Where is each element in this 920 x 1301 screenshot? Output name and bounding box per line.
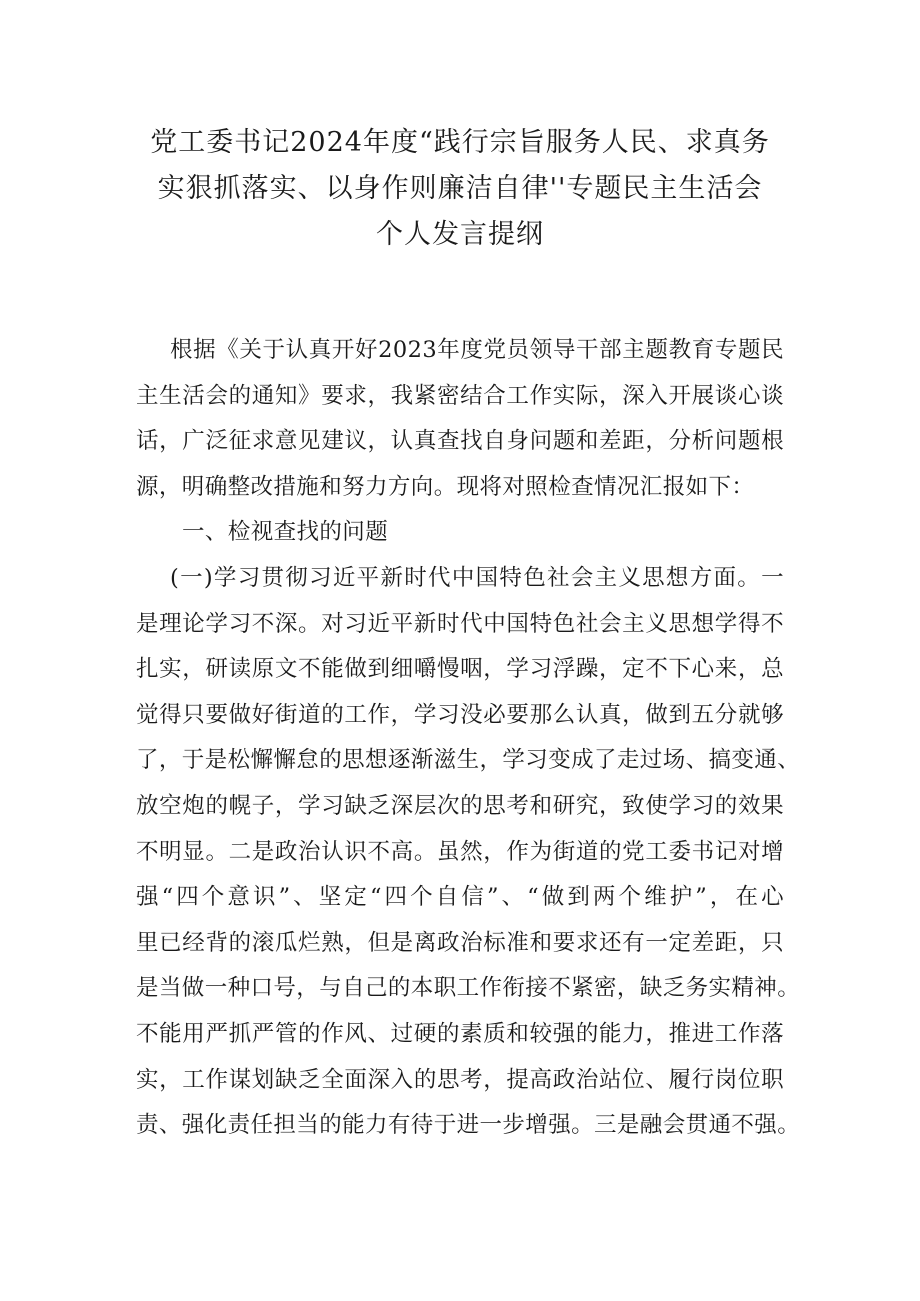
document-title	[120, 120, 800, 258]
section1-line-5: 了，于是松懈懈怠的思想逐渐滋生，学习变成了走过场、搞变通、	[136, 747, 801, 774]
document-body	[136, 328, 801, 1149]
section1-line-2: 是理论学习不深。对习近平新时代中国特色社会主义思想学得不	[136, 610, 784, 637]
section1-line-1: (一)学习贯彻习近平新时代中国特色社会主义思想方面。一	[170, 564, 784, 591]
title-line-1: 党工委书记2024年度“践行宗旨服务人民、求真务	[150, 127, 770, 158]
section1-line-7: 不明显。二是政治认识不高。虽然，作为街道的党工委书记对增	[136, 838, 784, 865]
title-line-2: 实狠抓落实、以身作则廉洁自律''专题民主生活会	[157, 173, 763, 204]
intro-line-2: 主生活会的通知》要求，我紧密结合工作实际，深入开展谈心谈	[136, 382, 784, 409]
section1-line-9: 里已经背的滚瓜烂熟，但是离政治标准和要求还有一定差距，只	[136, 929, 784, 956]
section-heading: 一、检视查找的问题	[182, 519, 389, 546]
section1-line-10: 是当做一种口号，与自己的本职工作衔接不紧密，缺乏务实精神。	[136, 975, 801, 1002]
section1-line-13: 责、强化责任担当的能力有待于进一步增强。三是融会贯通不强。	[136, 1112, 801, 1139]
section1-line-12: 实，工作谋划缺乏全面深入的思考，提高政治站位、履行岗位职	[136, 1066, 784, 1093]
intro-line-3: 话，广泛征求意见建议，认真查找自身问题和差距，分析问题根	[136, 428, 784, 455]
section1-line-6: 放空炮的幌子，学习缺乏深层次的思考和研究，致使学习的效果	[136, 792, 784, 819]
section1-line-3: 扎实，研读原文不能做到细嚼慢咽，学习浮躁，定不下心来，总	[136, 656, 784, 683]
title-line-3: 个人发言提纲	[376, 219, 544, 250]
intro-line-1: 根据《关于认真开好2023年度党员领导干部主题教育专题民	[170, 337, 784, 363]
section1-line-4: 觉得只要做好街道的工作，学习没必要那么认真，做到五分就够	[136, 701, 784, 728]
intro-line-4: 源，明确整改措施和努力方向。现将对照检查情况汇报如下：	[136, 473, 755, 500]
section1-line-11: 不能用严抓严管的作风、过硬的素质和较强的能力，推进工作落	[136, 1020, 784, 1047]
section1-line-8: 强“四个意识”、坚定“四个自信”、“做到两个维护”，在心	[136, 884, 784, 911]
